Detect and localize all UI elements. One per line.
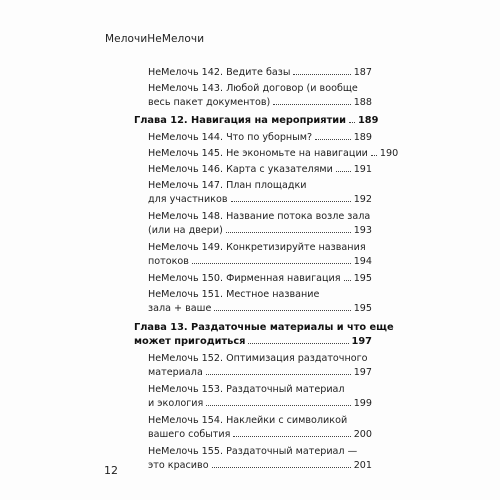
toc-page-number: 194 [353,256,372,267]
toc-page-number: 187 [353,67,372,78]
toc-entry-title: НеМелочь 145. Не экономьте на навигации [148,148,368,159]
toc-entry-title-cont: весь пакет документов) [148,97,271,108]
dot-leader [293,74,350,75]
toc-page-number: 191 [353,164,372,175]
toc-entry-title-cont: зала + ваше [148,303,212,314]
toc-entry [148,82,372,110]
dot-leader [214,310,350,311]
toc-entry [148,241,372,269]
toc-entry-title: НеМелочь 152. Оптимизация раздаточного [148,353,368,364]
toc-entry [148,163,372,177]
toc-chapter-title: Глава 13. Раздаточные материалы и что еще [134,322,394,333]
toc-entry-title-cont: потоков [148,256,189,267]
toc-page-number: 200 [353,429,372,440]
toc-entry-title-cont: это красиво [148,460,209,471]
toc-entry-title-cont: (или на двери) [148,225,223,236]
toc-entry-title-cont: и экология [148,398,204,409]
dot-leader [212,467,351,468]
toc-chapter-entry [134,114,379,128]
toc-entry [148,288,372,316]
running-head: МелочиНеМелочи [105,33,205,45]
dot-leader [206,374,351,375]
toc-page-number: 189 [357,115,379,126]
toc-chapter-title: Глава 12. Навигация на мероприятии [134,115,346,126]
toc-entry-title: НеМелочь 150. Фирменная навигация [148,273,341,284]
toc-page-number: 199 [353,398,372,409]
dot-leader [336,171,351,172]
toc-page-number: 195 [353,303,372,314]
dot-leader [273,104,350,105]
dot-leader [226,232,351,233]
toc-page-number: 195 [353,273,372,284]
toc-entry-title-cont: материала [148,367,203,378]
toc-entry [148,445,372,473]
dot-leader [231,201,351,202]
toc-page-number: 193 [353,225,372,236]
toc-page-number: 190 [379,148,399,159]
toc-page-number: 189 [353,132,372,143]
toc-entry-title-cont: для участников [148,194,228,205]
toc-entry-title: НеМелочь 148. Название потока возле зала [148,211,371,222]
toc-page-number: 192 [353,194,372,205]
toc-entry [148,352,372,380]
toc-entry [148,179,372,207]
toc-entry-line [148,66,372,80]
toc-entry-title: НеМелочь 143. Любой договор (и вообще [148,83,358,94]
toc-entry [148,272,372,286]
toc-entry-title-cont: вашего события [148,429,231,440]
toc-entry [148,147,399,161]
toc-entry-title: НеМелочь 147. План площадки [148,180,307,191]
toc-page-number: 201 [353,460,372,471]
toc-entry-title: НеМелочь 155. Раздаточный материал — [148,446,358,457]
toc-entry-title: НеМелочь 144. Что по уборным? [148,132,313,143]
toc-entry [148,210,372,238]
toc-entry [148,131,372,145]
toc-entry-title: НеМелочь 149. Конкретизируйте названия [148,242,366,253]
dot-leader [344,280,351,281]
toc-chapter-title-cont: может пригодиться [134,336,246,347]
toc-entry [148,383,372,411]
dot-leader [233,436,350,437]
toc-entry [148,66,372,80]
toc-entry-title: НеМелочь 153. Раздаточный материал [148,384,345,395]
toc-entry-title: НеМелочь 154. Наклейки с символикой [148,415,348,426]
toc-entry-title: НеМелочь 142. Ведите базы [148,67,291,78]
toc-page-number: 197 [351,336,372,347]
dot-leader [192,263,351,264]
dot-leader [371,155,377,156]
toc-entry [148,414,372,442]
dot-leader [248,343,348,344]
toc-page-number: 197 [353,367,372,378]
toc-page-number: 188 [353,97,372,108]
page-number: 12 [104,464,118,477]
dot-leader [349,122,355,123]
toc-entry-title: НеМелочь 151. Местное название [148,289,320,300]
dot-leader [206,405,350,406]
toc-chapter-entry [134,321,394,349]
dot-leader [315,139,351,140]
toc-entry-title: НеМелочь 146. Карта с указателями [148,164,333,175]
